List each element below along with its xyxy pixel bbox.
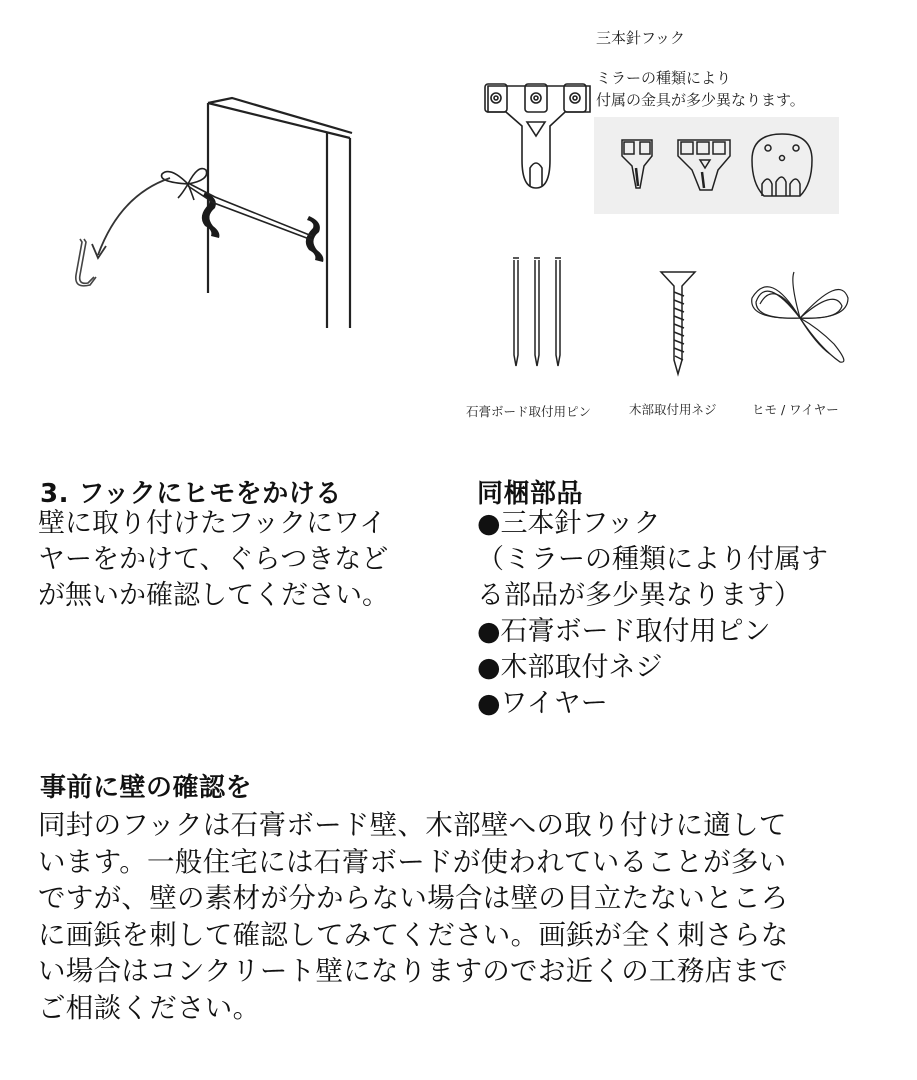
wire-bundle-icon [752,272,848,362]
wall-check-line: 同封のフックは石膏ボード壁、木部壁への取り付けに適して [38,809,787,841]
parts-line: ●木部取付ネジ [477,652,663,683]
step3-line: ヤーをかけて、ぐらつきなど [38,544,389,575]
wall-check-line: ご相談ください。 [38,991,261,1024]
parts-list [477,506,828,722]
parts-heading: 同梱部品 [477,479,584,509]
parts-line: ●ワイヤー [477,688,608,719]
parts-line: （ミラーの種類により付属す [477,544,828,575]
wall-check-line: ですが、壁の素材が分からない場合は壁の目立たないところ [38,882,789,914]
step3-line: が無いか確認してください。 [38,580,389,611]
step3-line: 壁に取り付けたフックにワイ [38,508,387,539]
wall-check-line: い場合はコンクリート壁になりますのでお近くの工務店まで [38,955,789,987]
parts-line: ●三本針フック [477,508,661,539]
hook-title: 三本針フック [596,29,685,47]
step3-heading: 3. フックにヒモをかける [40,479,342,509]
caption-wood-screw: 木部取付用ネジ [629,402,717,417]
wall-check-line: います。一般住宅には石膏ボードが使われていることが多い [38,845,787,878]
hook-note-line1: ミラーの種類により [596,69,732,87]
wall-check-heading: 事前に壁の確認を [40,773,253,803]
three-pin-hook-icon [485,84,590,188]
step3-text [38,506,389,614]
wall-check-text [38,807,789,1026]
caption-wire: ヒモ / ワイヤー [752,402,839,417]
wood-screw-icon [661,272,695,374]
caption-drywall-pin: 石膏ボード取付用ピン [466,404,592,419]
parts-line: る部品が多少異なります） [477,580,801,611]
parts-line: ●石膏ボード取付用ピン [477,616,771,647]
wall-check-line: に画鋲を刺して確認してみてください。画鋲が全く刺さらな [38,918,789,951]
hook-note-line2: 付属の金具が多少異なります。 [596,91,805,109]
drywall-pin-icon [513,258,561,366]
